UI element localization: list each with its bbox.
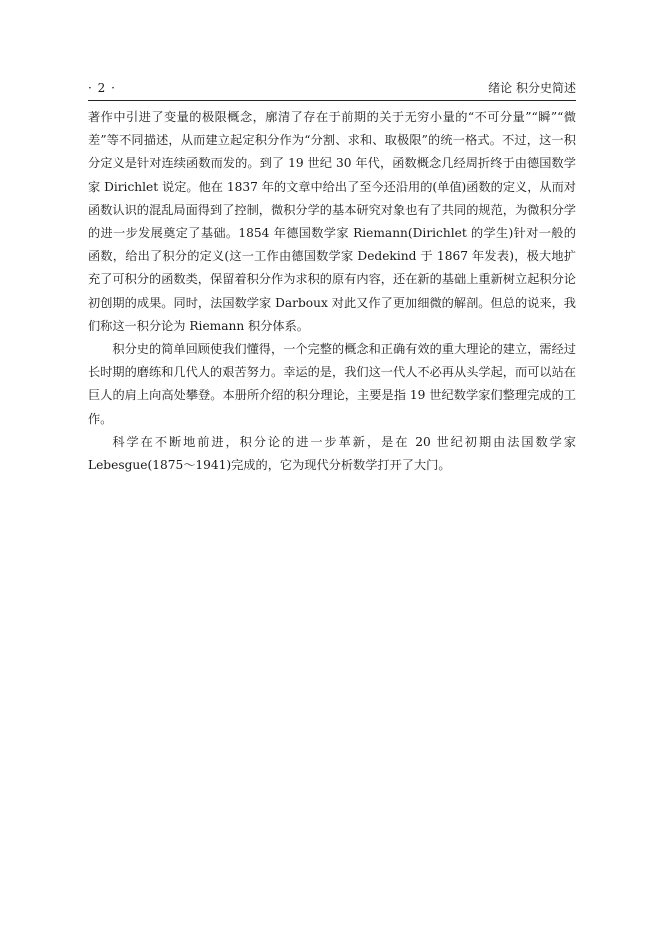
body-text [88,106,576,477]
running-title: 绪论 积分史简述 [488,81,576,95]
paragraph: 积分史的简单回顾使我们懂得，一个完整的概念和正确有效的重大理论的建立，需经过长时期的磨练和几代人的艰苦努力。幸运的是，我们这一代人不必再从头学起，而可以站在巨人的肩上向高处攀登。本册所介绍的积分理论，主要是指 19 世纪数学家们整理完成的工作。 [88,342,576,426]
header-rule [88,100,576,101]
page-header [88,78,576,98]
page-number: · 2 · [88,81,116,95]
paragraph-continued: 著作中引进了变量的极限概念，廓清了存在于前期的关于无穷小量的“不可分量”“瞬”“微差”等不同描述，从而建立起定积分作为“分割、求和、取极限”的统一格式。不过，这一积分定义是针对连续函数而发的。到了 19 世纪 30 年代，函数概念几经周折终于由德国数学家 Dirichlet 说定。他在 1837 年的文章中给出了至今还沿用的(单值)函数的定义，从而对函数认识的混乱局面得到了控制，微积分学的基本研究对象也有了共同的规范，为微积分学的进一步发展奠定了基础。1854 年德国数学家 Riemann(Dirichlet 的学生)针对一般的函数，给出了积分的定义(这一工作由德国数学家 Dedekind 于 1867 年发表)，极大地扩充了可积分的函数类，保留着积分作为求积的原有内容，还在新的基础上重新树立起积分论初创期的成果。同时，法国数学家 Darboux 对此又作了更加细微的解剖。但总的说来，我们称这一积分论为 Riemann 积分体系。 [88,110,576,333]
paragraph: 科学在不断地前进，积分论的进一步革新，是在 20 世纪初期由法国数学家 Lebesgue(1875～1941)完成的，它为现代分析数学打开了大门。 [88,434,576,473]
